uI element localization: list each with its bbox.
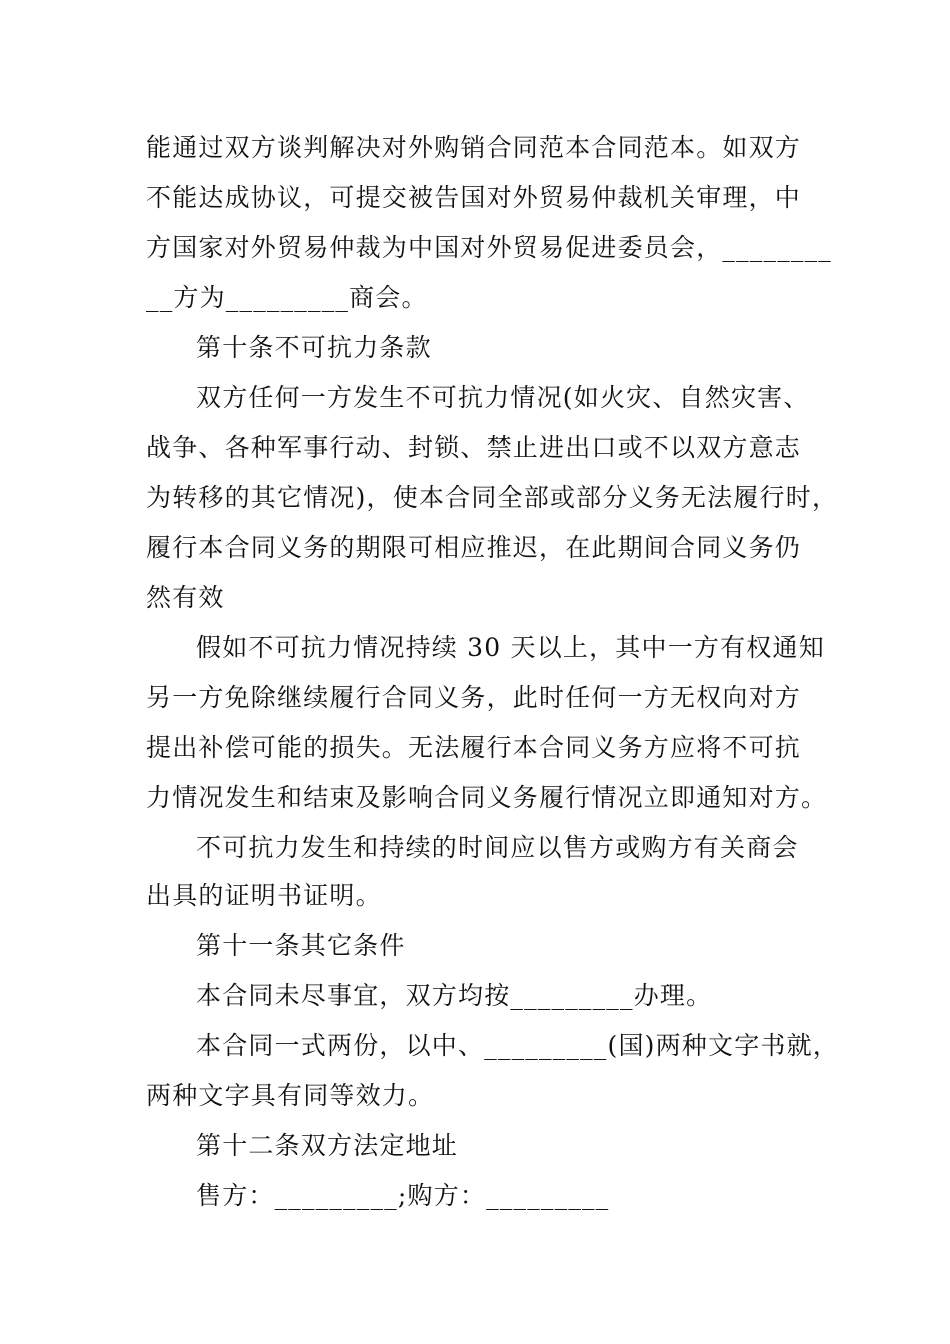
address-line: 售方：_________;购方：_________ xyxy=(196,1181,610,1210)
paragraph-line: 提出补偿可能的损失。无法履行本合同义务方应将不可抗 xyxy=(146,733,802,762)
paragraph-line: 不可抗力发生和持续的时间应以售方或购方有关商会 xyxy=(196,833,799,862)
paragraph-line: 另一方免除继续履行合同义务，此时任何一方无权向对方 xyxy=(146,683,802,712)
paragraph-line: 双方任何一方发生不可抗力情况(如火灾、自然灾害、 xyxy=(196,383,810,412)
paragraph-line: 方国家对外贸易仲裁为中国对外贸易促进委员会，________ xyxy=(146,233,833,262)
paragraph-line: 然有效 xyxy=(146,583,225,612)
paragraph-line: 两种文字具有同等效力。 xyxy=(146,1081,435,1110)
paragraph-line: 本合同未尽事宜，双方均按_________办理。 xyxy=(196,981,713,1010)
paragraph-line: 出具的证明书证明。 xyxy=(146,881,382,910)
paragraph-line: 能通过双方谈判解决对外购销合同范本合同范本。如双方 xyxy=(146,133,802,162)
paragraph-line: 假如不可抗力情况持续 30 天以上，其中一方有权通知 xyxy=(196,633,825,662)
paragraph-line: 为转移的其它情况)，使本合同全部或部分义务无法履行时， xyxy=(146,483,839,512)
paragraph-line: 力情况发生和结束及影响合同义务履行情况立即通知对方。 xyxy=(146,783,828,812)
article-heading: 第十一条其它条件 xyxy=(196,931,406,960)
paragraph-line: 本合同一式两份，以中、_________(国)两种文字书就， xyxy=(196,1031,840,1060)
article-heading: 第十二条双方法定地址 xyxy=(196,1131,459,1160)
paragraph-line: 战争、各种军事行动、封锁、禁止进出口或不以双方意志 xyxy=(146,433,802,462)
paragraph-line: 不能达成协议，可提交被告国对外贸易仲裁机关审理，中 xyxy=(146,183,802,212)
article-heading: 第十条不可抗力条款 xyxy=(196,333,432,362)
paragraph-line: __方为_________商会。 xyxy=(146,283,428,312)
paragraph-line: 履行本合同义务的期限可相应推迟，在此期间合同义务仍 xyxy=(146,533,802,562)
